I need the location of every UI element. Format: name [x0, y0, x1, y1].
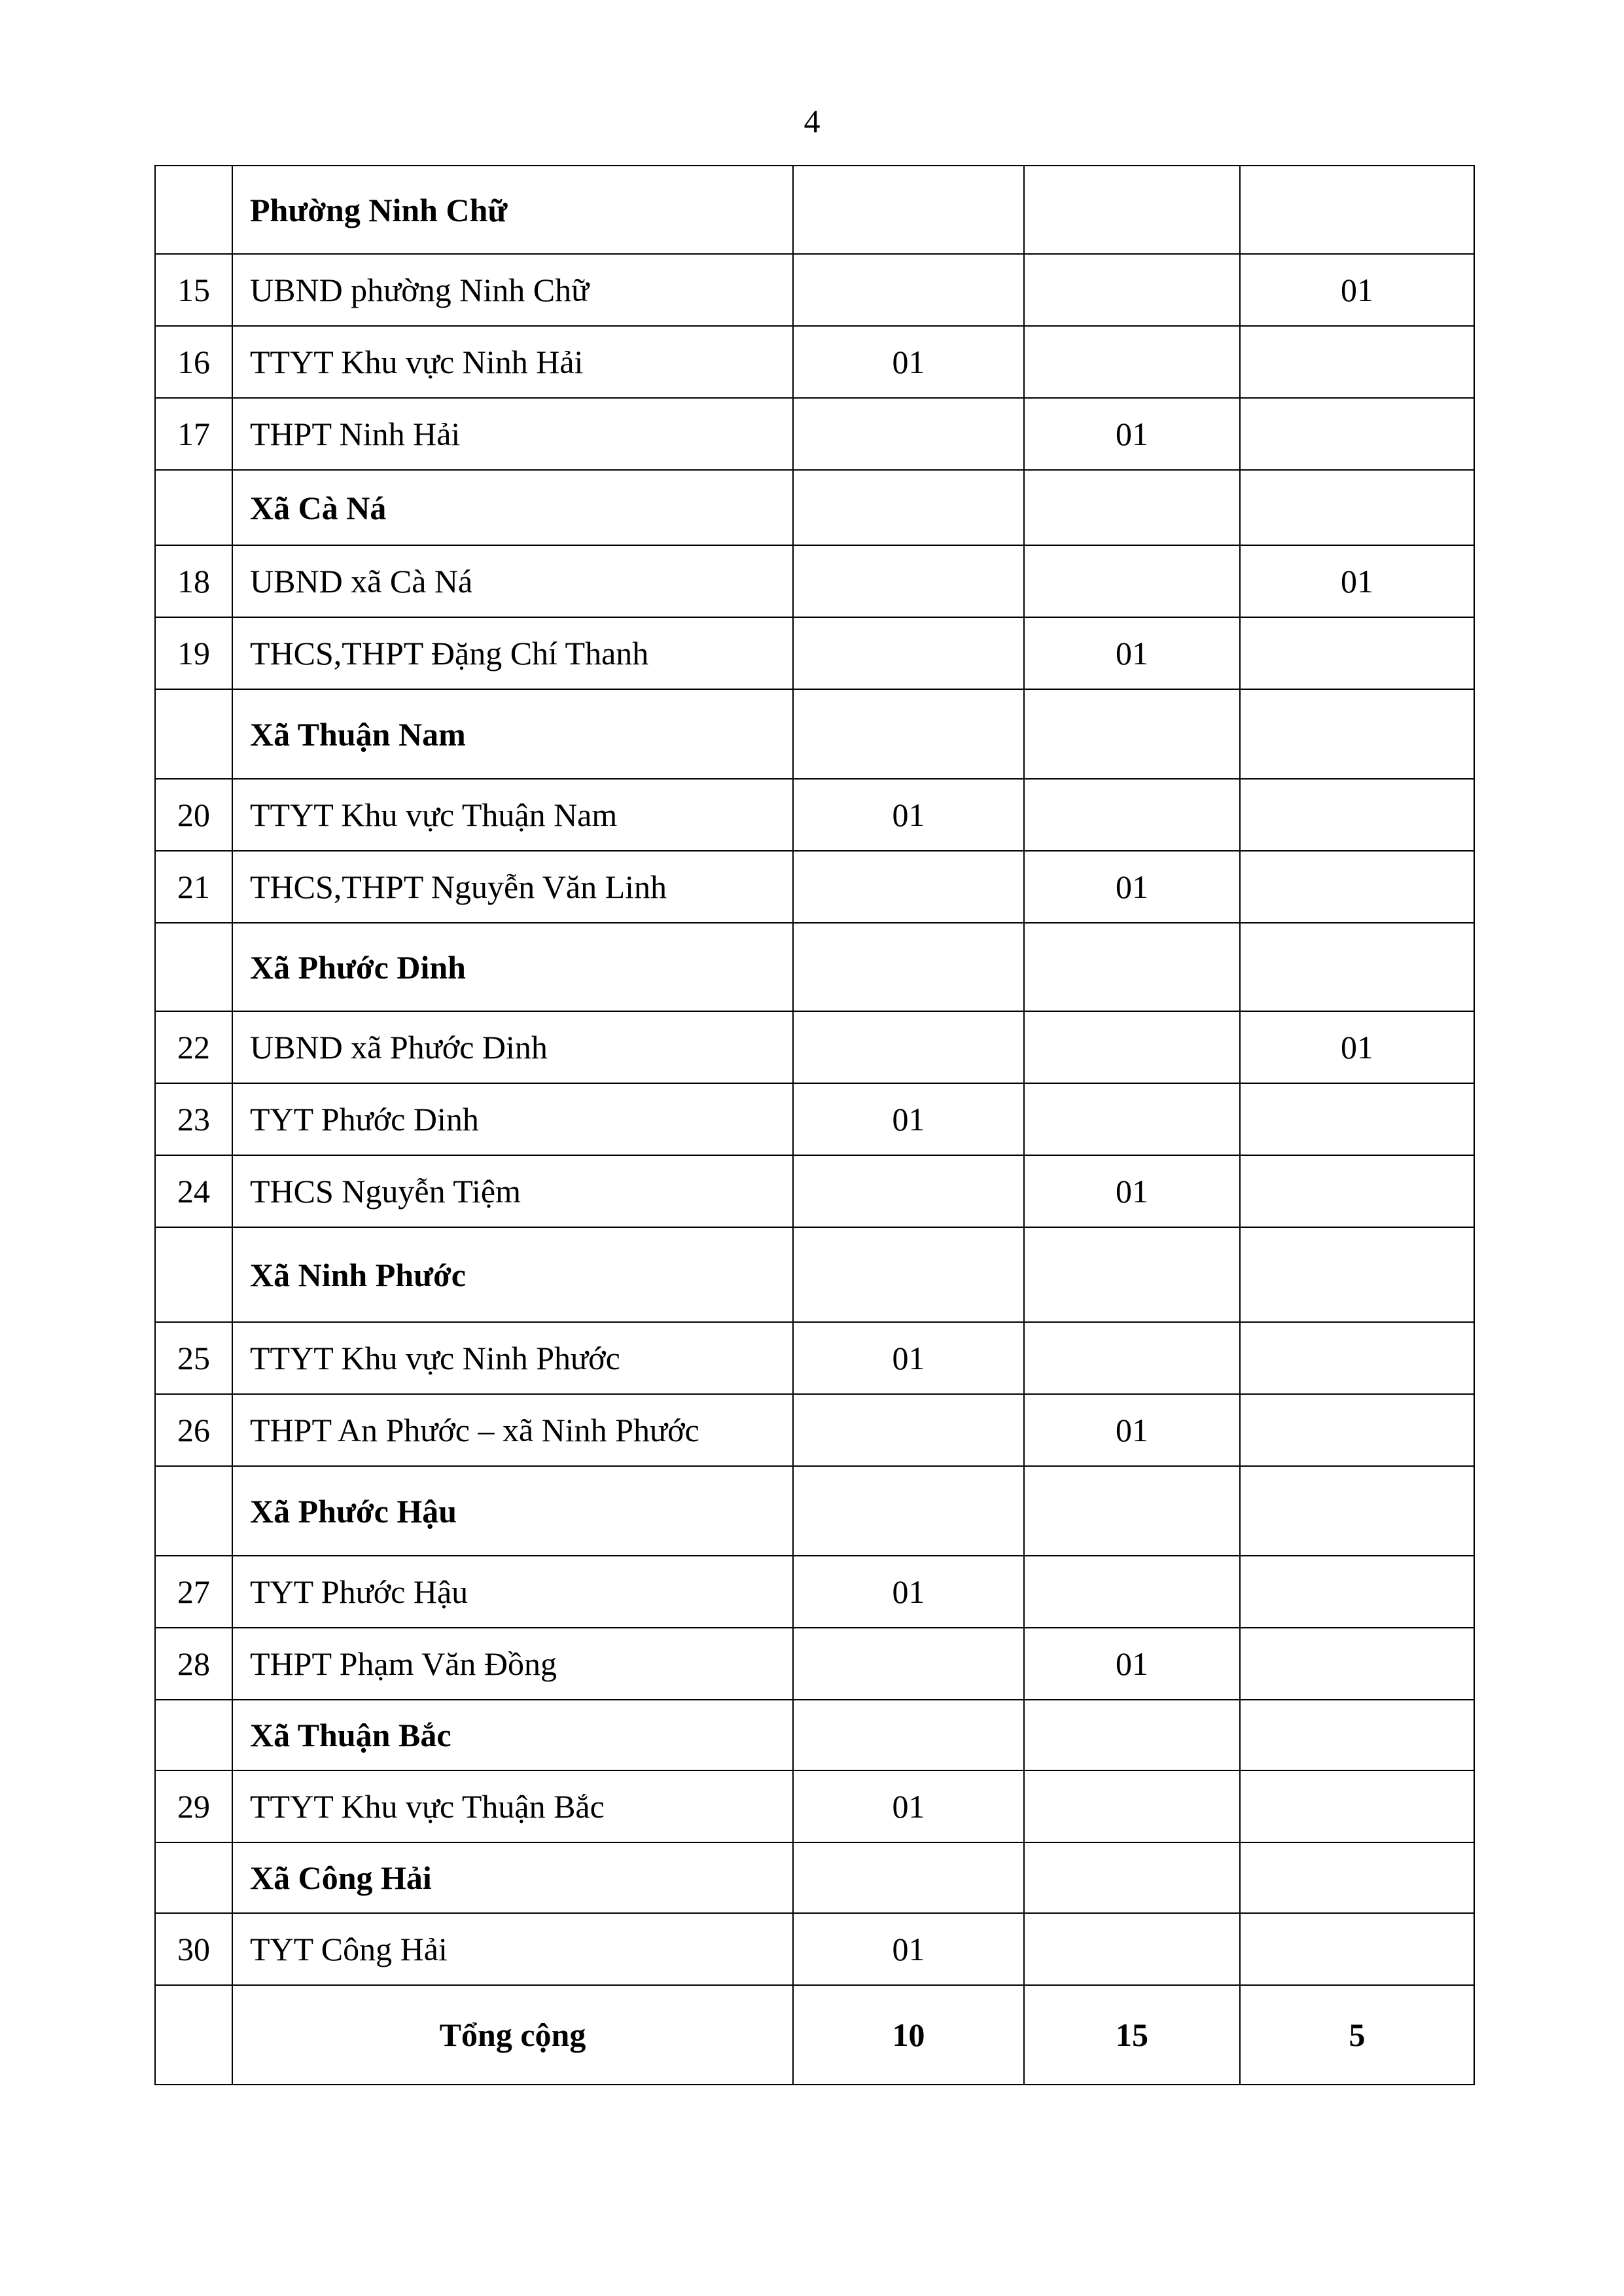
stt-cell: 19: [155, 617, 232, 689]
unit-name-cell: THPT Phạm Văn Đồng: [232, 1628, 793, 1700]
table-row: [155, 1770, 1474, 1842]
unit-allocation-table: [154, 165, 1475, 2085]
col-c-cell: [1240, 1770, 1474, 1842]
col-a-cell: [793, 254, 1024, 326]
col-b-cell: 01: [1024, 1628, 1240, 1700]
col-b-cell: [1024, 779, 1240, 851]
table-row: [155, 1011, 1474, 1083]
stt-cell: 21: [155, 851, 232, 923]
col-a-cell: [793, 1628, 1024, 1700]
table-row: [155, 1628, 1474, 1700]
col-a-cell: 01: [793, 1556, 1024, 1628]
stt-cell: [155, 1227, 232, 1322]
group-name-cell: Xã Phước Hậu: [232, 1466, 793, 1556]
unit-name-cell: TTYT Khu vực Thuận Nam: [232, 779, 793, 851]
col-c-cell: [1240, 1083, 1474, 1155]
col-c-cell: [1240, 1155, 1474, 1227]
col-a-cell: [793, 166, 1024, 254]
col-a-cell: [793, 1227, 1024, 1322]
group-name-cell: Phường Ninh Chữ: [232, 166, 793, 254]
col-b-cell: [1024, 1011, 1240, 1083]
col-b-cell: 01: [1024, 617, 1240, 689]
col-a-cell: [793, 923, 1024, 1011]
col-a-cell: 01: [793, 326, 1024, 398]
col-b-cell: [1024, 1556, 1240, 1628]
group-name-cell: Xã Ninh Phước: [232, 1227, 793, 1322]
col-b-cell: 01: [1024, 1394, 1240, 1466]
col-a-cell: 01: [793, 779, 1024, 851]
group-name-cell: Xã Thuận Bắc: [232, 1700, 793, 1770]
stt-cell: 15: [155, 254, 232, 326]
col-c-cell: [1240, 851, 1474, 923]
stt-cell: 17: [155, 398, 232, 470]
total-col-a: 10: [793, 1985, 1024, 2085]
col-c-cell: 01: [1240, 254, 1474, 326]
col-a-cell: [793, 1011, 1024, 1083]
stt-cell: [155, 1842, 232, 1913]
col-a-cell: 01: [793, 1083, 1024, 1155]
unit-name-cell: TYT Công Hải: [232, 1913, 793, 1985]
unit-name-cell: TTYT Khu vực Thuận Bắc: [232, 1770, 793, 1842]
col-a-cell: [793, 1700, 1024, 1770]
table-row: [155, 1322, 1474, 1394]
stt-cell: 24: [155, 1155, 232, 1227]
table-row: [155, 1155, 1474, 1227]
col-b-cell: 01: [1024, 851, 1240, 923]
stt-cell: [155, 470, 232, 545]
unit-name-cell: THCS Nguyễn Tiệm: [232, 1155, 793, 1227]
col-c-cell: [1240, 923, 1474, 1011]
col-b-cell: [1024, 923, 1240, 1011]
table-row: [155, 851, 1474, 923]
stt-cell: 27: [155, 1556, 232, 1628]
unit-name-cell: UBND xã Phước Dinh: [232, 1011, 793, 1083]
col-b-cell: [1024, 1227, 1240, 1322]
group-name-cell: Xã Thuận Nam: [232, 689, 793, 779]
col-a-cell: [793, 1466, 1024, 1556]
col-a-cell: 01: [793, 1322, 1024, 1394]
col-a-cell: [793, 545, 1024, 617]
stt-cell: [155, 1466, 232, 1556]
unit-name-cell: TTYT Khu vực Ninh Hải: [232, 326, 793, 398]
unit-name-cell: UBND xã Cà Ná: [232, 545, 793, 617]
stt-cell: [155, 1700, 232, 1770]
table-row: [155, 398, 1474, 470]
stt-cell: 22: [155, 1011, 232, 1083]
col-a-cell: [793, 617, 1024, 689]
col-c-cell: [1240, 1322, 1474, 1394]
col-c-cell: [1240, 1700, 1474, 1770]
table-row: [155, 326, 1474, 398]
col-c-cell: [1240, 470, 1474, 545]
col-b-cell: [1024, 470, 1240, 545]
col-c-cell: [1240, 1628, 1474, 1700]
table-row: [155, 545, 1474, 617]
group-header-row: [155, 1227, 1474, 1322]
col-a-cell: [793, 1842, 1024, 1913]
stt-cell: 16: [155, 326, 232, 398]
col-a-cell: [793, 689, 1024, 779]
col-c-cell: [1240, 1394, 1474, 1466]
table-body: [155, 166, 1474, 1985]
table-row: [155, 1556, 1474, 1628]
stt-cell: 26: [155, 1394, 232, 1466]
col-a-cell: 01: [793, 1770, 1024, 1842]
table-row: [155, 1394, 1474, 1466]
stt-cell: 30: [155, 1913, 232, 1985]
total-label: Tổng cộng: [232, 1985, 793, 2085]
total-col-b: 15: [1024, 1985, 1240, 2085]
col-c-cell: [1240, 1842, 1474, 1913]
table-row: [155, 1913, 1474, 1985]
total-col-c: 5: [1240, 1985, 1474, 2085]
col-c-cell: [1240, 166, 1474, 254]
total-row: [155, 1985, 1474, 2085]
group-header-row: [155, 470, 1474, 545]
group-header-row: [155, 1700, 1474, 1770]
stt-cell: 28: [155, 1628, 232, 1700]
col-a-cell: [793, 1394, 1024, 1466]
unit-name-cell: THCS,THPT Nguyễn Văn Linh: [232, 851, 793, 923]
stt-cell: 23: [155, 1083, 232, 1155]
col-b-cell: [1024, 1700, 1240, 1770]
unit-name-cell: TTYT Khu vực Ninh Phước: [232, 1322, 793, 1394]
col-b-cell: [1024, 254, 1240, 326]
stt-cell: 18: [155, 545, 232, 617]
col-b-cell: [1024, 326, 1240, 398]
col-b-cell: 01: [1024, 1155, 1240, 1227]
table-row: [155, 1083, 1474, 1155]
stt-cell: [155, 166, 232, 254]
page-number: 4: [803, 103, 821, 139]
stt-cell: 29: [155, 1770, 232, 1842]
col-c-cell: [1240, 1556, 1474, 1628]
stt-cell: [155, 689, 232, 779]
col-c-cell: [1240, 398, 1474, 470]
unit-name-cell: TYT Phước Dinh: [232, 1083, 793, 1155]
col-b-cell: [1024, 545, 1240, 617]
col-b-cell: [1024, 1770, 1240, 1842]
col-b-cell: 01: [1024, 398, 1240, 470]
stt-cell: [155, 923, 232, 1011]
col-c-cell: [1240, 326, 1474, 398]
unit-name-cell: THPT An Phước – xã Ninh Phước: [232, 1394, 793, 1466]
unit-name-cell: TYT Phước Hậu: [232, 1556, 793, 1628]
col-b-cell: [1024, 1322, 1240, 1394]
group-header-row: [155, 1842, 1474, 1913]
total-stt-cell: [155, 1985, 232, 2085]
col-c-cell: 01: [1240, 545, 1474, 617]
col-b-cell: [1024, 166, 1240, 254]
col-b-cell: [1024, 689, 1240, 779]
unit-name-cell: THCS,THPT Đặng Chí Thanh: [232, 617, 793, 689]
col-b-cell: [1024, 1913, 1240, 1985]
col-c-cell: 01: [1240, 1011, 1474, 1083]
col-a-cell: [793, 851, 1024, 923]
col-c-cell: [1240, 689, 1474, 779]
col-c-cell: [1240, 1466, 1474, 1556]
col-a-cell: 01: [793, 1913, 1024, 1985]
col-c-cell: [1240, 1227, 1474, 1322]
col-c-cell: [1240, 1913, 1474, 1985]
col-a-cell: [793, 1155, 1024, 1227]
group-header-row: [155, 689, 1474, 779]
table-row: [155, 254, 1474, 326]
table-row: [155, 779, 1474, 851]
stt-cell: 25: [155, 1322, 232, 1394]
group-name-cell: Xã Công Hải: [232, 1842, 793, 1913]
group-name-cell: Xã Cà Ná: [232, 470, 793, 545]
group-header-row: [155, 923, 1474, 1011]
col-b-cell: [1024, 1083, 1240, 1155]
group-header-row: [155, 166, 1474, 254]
stt-cell: 20: [155, 779, 232, 851]
group-header-row: [155, 1466, 1474, 1556]
col-a-cell: [793, 398, 1024, 470]
col-b-cell: [1024, 1466, 1240, 1556]
unit-name-cell: UBND phường Ninh Chữ: [232, 254, 793, 326]
col-a-cell: [793, 470, 1024, 545]
group-name-cell: Xã Phước Dinh: [232, 923, 793, 1011]
col-c-cell: [1240, 617, 1474, 689]
col-c-cell: [1240, 779, 1474, 851]
col-b-cell: [1024, 1842, 1240, 1913]
table-row: [155, 617, 1474, 689]
unit-name-cell: THPT Ninh Hải: [232, 398, 793, 470]
